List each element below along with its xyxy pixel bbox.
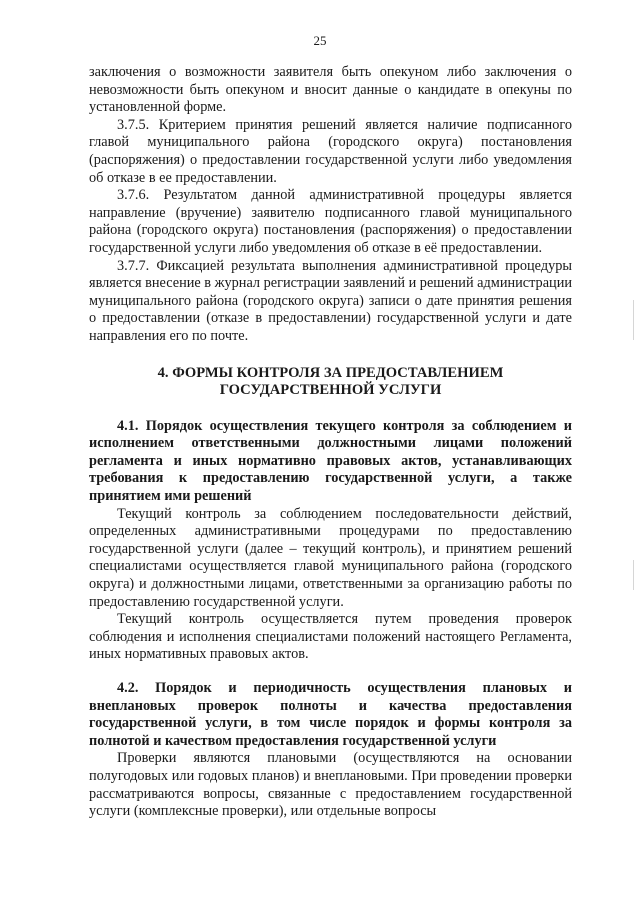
page-number: 25: [313, 33, 327, 48]
paragraph-continuation: заключения о возможности заявителя быть опекуном либо заключения о невозможности быть опекуном и вносит данные о кандидате в опекуны по установленной форме.: [89, 64, 572, 116]
section-4-1-title: 4.1. Порядок осуществления текущего контроля за соблюдением и исполнением ответственными должностными лицами положений регламента и иных нормативно правовых актов, устанавливающих требования к предоставлению государственной услуги, а также принятием ими решений: [89, 417, 572, 505]
chapter-heading-line-2: ГОСУДАРСТВЕННОЙ УСЛУГИ: [219, 382, 442, 399]
section-spacer: [89, 664, 572, 680]
chapter-heading-line-1: 4. ФОРМЫ КОНТРОЛЯ ЗА ПРЕДОСТАВЛЕНИЕМ: [157, 364, 504, 381]
section-4-1-paragraph-1: Текущий контроль за соблюдением последовательности действий, определенных административными процедурами по предоставлению государственной услуги (далее – текущий контроль), и принятием решений специалистами осуществляется главой муниципального района (городского округа) и должностными лицами, ответственными за организацию работы по предоставлению государственной услуги.: [89, 505, 572, 610]
scan-edge-mark: [633, 560, 634, 590]
section-4-1-paragraph-2: Текущий контроль осуществляется путем проведения проверок соблюдения и исполнения специалистами положений настоящего Регламента, иных нормативных правовых актов.: [89, 611, 572, 663]
paragraph-3-7-7: 3.7.7. Фиксацией результата выполнения административной процедуры является внесение в журнал регистрации заявлений и решений администрации муниципального района (городского округа) записи о дате принятия решения о предоставлении (отказе в предоставлении) государственной услуги и дате направления его по почте.: [89, 257, 573, 344]
paragraph-3-7-5: 3.7.5. Критерием принятия решений является наличие подписанного главой муниципального района (городского округа) постановления (распоряжения) о предоставлении государственной услуги либо уведомления об отказе в ее предоставлении.: [89, 116, 572, 186]
section-4-2-title: 4.2. Порядок и периодичность осуществления плановых и внеплановых проверок полноты и качества предоставления государственной услуги, в том числе порядок и формы контроля за полнотой и качеством предоставления государственной услуги: [89, 680, 572, 749]
scan-edge-mark: [633, 300, 634, 340]
page-content: [89, 64, 572, 821]
section-4-2-paragraph-1: Проверки являются плановыми (осуществляются на основании полугодовых или годовых планов) и внеплановыми. При проведении проверки рассматриваются вопросы, связанные с предоставлением государственной услуги (комплексные проверки), или отдельные вопросы: [89, 750, 572, 820]
paragraph-3-7-6: 3.7.6. Результатом данной административной процедуры является направление (вручение) заявителю подписанного главой муниципального района (городского округа) постановления (распоряжения) о предоставлении государственной услуги либо уведомления об отказе в её предоставлении.: [89, 187, 572, 256]
chapter-heading: [89, 365, 572, 400]
